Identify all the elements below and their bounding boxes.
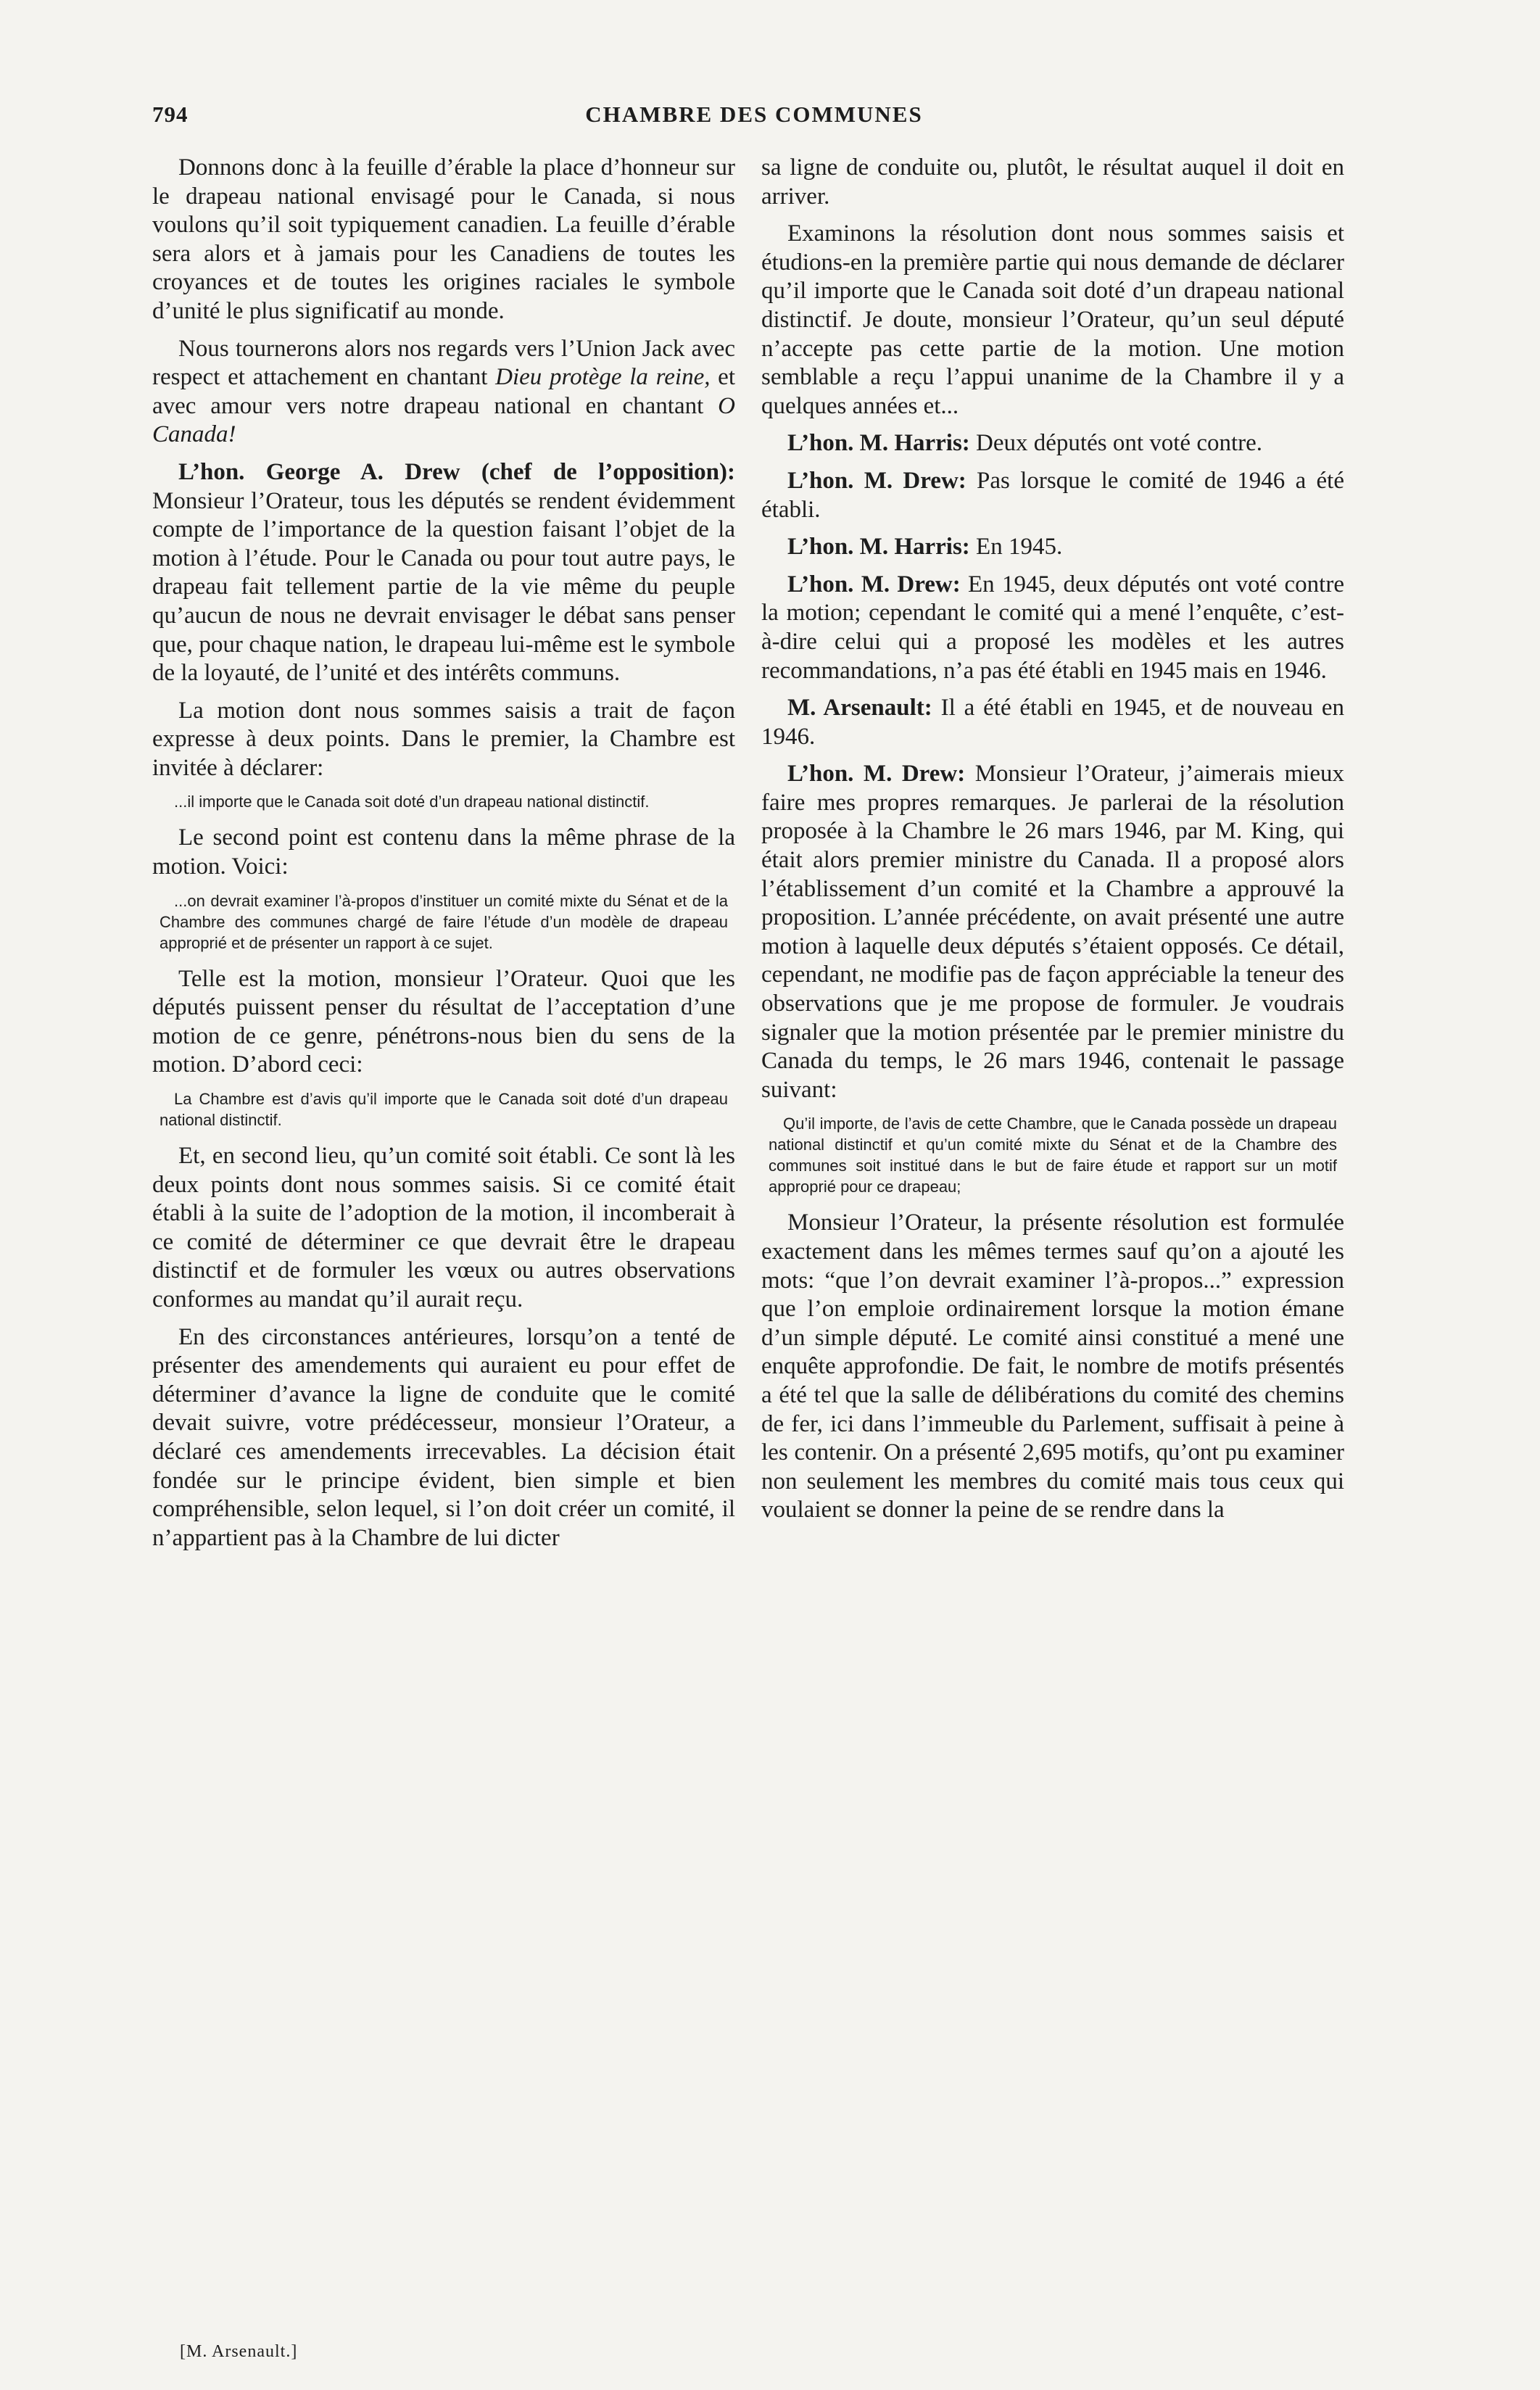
- footer-speaker-note: [M. Arsenault.]: [180, 2342, 298, 2361]
- speech: [761, 467, 1344, 524]
- page-header: [152, 102, 1356, 131]
- text-run: et avec amour vers notre drapeau national en chantant: [152, 364, 735, 419]
- text-run: Nous tournerons alors nos regards vers l’Union Jack avec respect et attachement en chantant: [152, 335, 735, 391]
- paragraph: sa ligne de conduite ou, plutôt, le résultat auquel il doit en arriver.: [761, 154, 1344, 210]
- speech: [152, 458, 735, 688]
- speech-text: En 1945.: [969, 534, 1063, 561]
- speaker-name: L’hon. M. Drew:: [787, 467, 966, 494]
- paragraph: Telle est la motion, monsieur l’Orateur. Quoi que les députés puissent penser du résultat de l’acceptation d’une motion de ce genre, pénétrons-nous bien du sens de la motion. D’abord ceci:: [152, 965, 735, 1078]
- speech-text: Il a été établi en 1945, et de nouveau en 1946.: [761, 695, 1344, 750]
- speech: [761, 694, 1344, 751]
- paragraph: Monsieur l’Orateur, la présente résolution est formulée exactement dans les mêmes termes sauf qu’on a ajouté les mots: “que l’on devrait examiner l’à-propos...” expression que l’on emploie ordinairement lorsque la motion émane d’un simple député. Le comité ainsi constitué a mené une enquête approfondie. De fait, le nombre de motifs présentés a été tel que la salle de délibérations du comité des chemins de fer, ici dans l’immeuble du Parlement, suffisait à peine à les contenir. On a présenté 2,695 motifs, qu’ont pu examiner non seulement les membres du comité mais tous ceux qui voulaient se donner la peine de se rendre dans la: [761, 1210, 1344, 1523]
- speaker-name: L’hon. M. Drew:: [787, 571, 961, 598]
- page-number: 794: [152, 102, 189, 127]
- speaker-name: L’hon. M. Harris:: [787, 534, 970, 561]
- quotation: Qu’il importe, de l’avis de cette Chambre, que le Canada possède un drapeau national distinctif et qu’un comité mixte du Sénat et de la Chambre des communes soit institué dans le but de faire étude et rapport sur un motif approprié pour ce drapeau;: [769, 1115, 1337, 1196]
- speech-text: Deux députés ont voté contre.: [969, 430, 1263, 457]
- speech: [761, 533, 1344, 562]
- speech-text: En 1945, deux députés ont voté contre la motion; cependant le comité qui a mené l’enquête, c’est-à-dire celui qui a proposé les modèles et les autres recommandations, n’a pas été établi en 1945 mais en 1946.: [761, 571, 1344, 684]
- paragraph: Le second point est contenu dans la même phrase de la motion. Voici:: [152, 824, 735, 880]
- quotation: La Chambre est d’avis qu’il importe que le Canada soit doté d’un drapeau national distinctif.: [160, 1090, 728, 1130]
- paragraph: Examinons la résolution dont nous sommes saisis et étudions-en la première partie qui nous demande de déclarer qu’il importe que le Canada soit doté d’un drapeau national distinctif. Je doute, monsieur l’Orateur, qu’un seul député n’accepte pas cette partie de la motion. Une motion semblable a reçu l’appui unanime de la Chambre il y a quelques années et...: [761, 220, 1344, 419]
- right-column: [761, 154, 1344, 1534]
- paragraph: Et, en second lieu, qu’un comité soit établi. Ce sont là les deux points dont nous sommes saisis. Si ce comité était établi à la suite de l’adoption de la motion, il incomberait à ce comité de déterminer ce que devrait être le drapeau distinctif et de formuler les vœux ou autres observations conformes au mandat qu’il aurait reçu.: [152, 1143, 735, 1312]
- paragraph: La motion dont nous sommes saisis a trait de façon expresse à deux points. Dans le premier, la Chambre est invitée à déclarer:: [152, 697, 735, 781]
- paragraph: Donnons donc à la feuille d’érable la place d’honneur sur le drapeau national envisagé pour le Canada, si nous voulons qu’il soit typiquement canadien. La feuille d’érable sera alors et à jamais pour les Canadiens de toutes les croyances et de toutes les origines raciales le symbole d’unité le plus significatif au monde.: [152, 154, 735, 324]
- left-column: [152, 154, 735, 1561]
- quotation: ...il importe que le Canada soit doté d’un drapeau national distinctif.: [174, 793, 650, 811]
- speaker-name: L’hon. M. Harris:: [787, 430, 970, 457]
- song-title: O Canada!: [152, 392, 735, 448]
- speech-text: Monsieur l’Orateur, j’aimerais mieux faire mes propres remarques. Je parlerai de la résolution proposée à la Chambre le 26 mars 1946, par M. King, qui était alors premier ministre du Canada. Il a proposé alors l’établissement d’un comité et la Chambre a approuvé la proposition. L’année précédente, on avait présenté une autre motion à laquelle deux députés s’étaient opposés. Ce détail, cependant, ne modifie pas de façon appréciable la teneur des observations que je me propose de formuler. Je voudrais signaler que la motion présentée par le premier ministre du Canada du temps, le 26 mars 1946, contenait le passage suivant:: [761, 761, 1344, 1103]
- speaker-name: L’hon. M. Drew:: [787, 761, 966, 787]
- paragraph: [152, 335, 735, 450]
- paragraph: En des circonstances antérieures, lorsqu’on a tenté de présenter des amendements qui auraient eu pour effet de déterminer d’avance la ligne de conduite que le comité devait suivre, votre prédécesseur, monsieur l’Orateur, a déclaré ces amendements irrecevables. La décision était fondée sur le principe évident, bien simple et bien compréhensible, selon lequel, si l’on doit créer un comité, il n’appartient pas à la Chambre de lui dicter: [152, 1323, 735, 1551]
- speech-text: Monsieur l’Orateur, tous les députés se rendent évidemment compte de l’importance de la question faisant l’objet de la motion à l’étude. Pour le Canada ou pour tout autre pays, le drapeau fait tellement partie de la vie même du peuple qu’aucun de nous ne devrait envisager le débat sans penser que, pour chaque nation, le drapeau lui-même est le symbole de la loyauté, de l’unité et des intérêts communs.: [152, 487, 735, 687]
- speech-text: Pas lorsque le comité de 1946 a été établi.: [761, 467, 1344, 523]
- speaker-name: L’hon. George A. Drew (chef de l’opposition):: [178, 458, 735, 485]
- speech: [761, 429, 1344, 458]
- speech: [761, 760, 1344, 1104]
- speech: [761, 571, 1344, 685]
- running-title: CHAMBRE DES COMMUNES: [585, 102, 923, 127]
- quotation: ...on devrait examiner l’à-propos d’instituer un comité mixte du Sénat et de la Chambre des communes chargé de faire l’étude d’un modèle de drapeau approprié et de présenter un rapport à ce sujet.: [160, 891, 728, 952]
- song-title: Dieu protège la reine,: [495, 364, 711, 391]
- speaker-name: M. Arsenault:: [787, 695, 932, 721]
